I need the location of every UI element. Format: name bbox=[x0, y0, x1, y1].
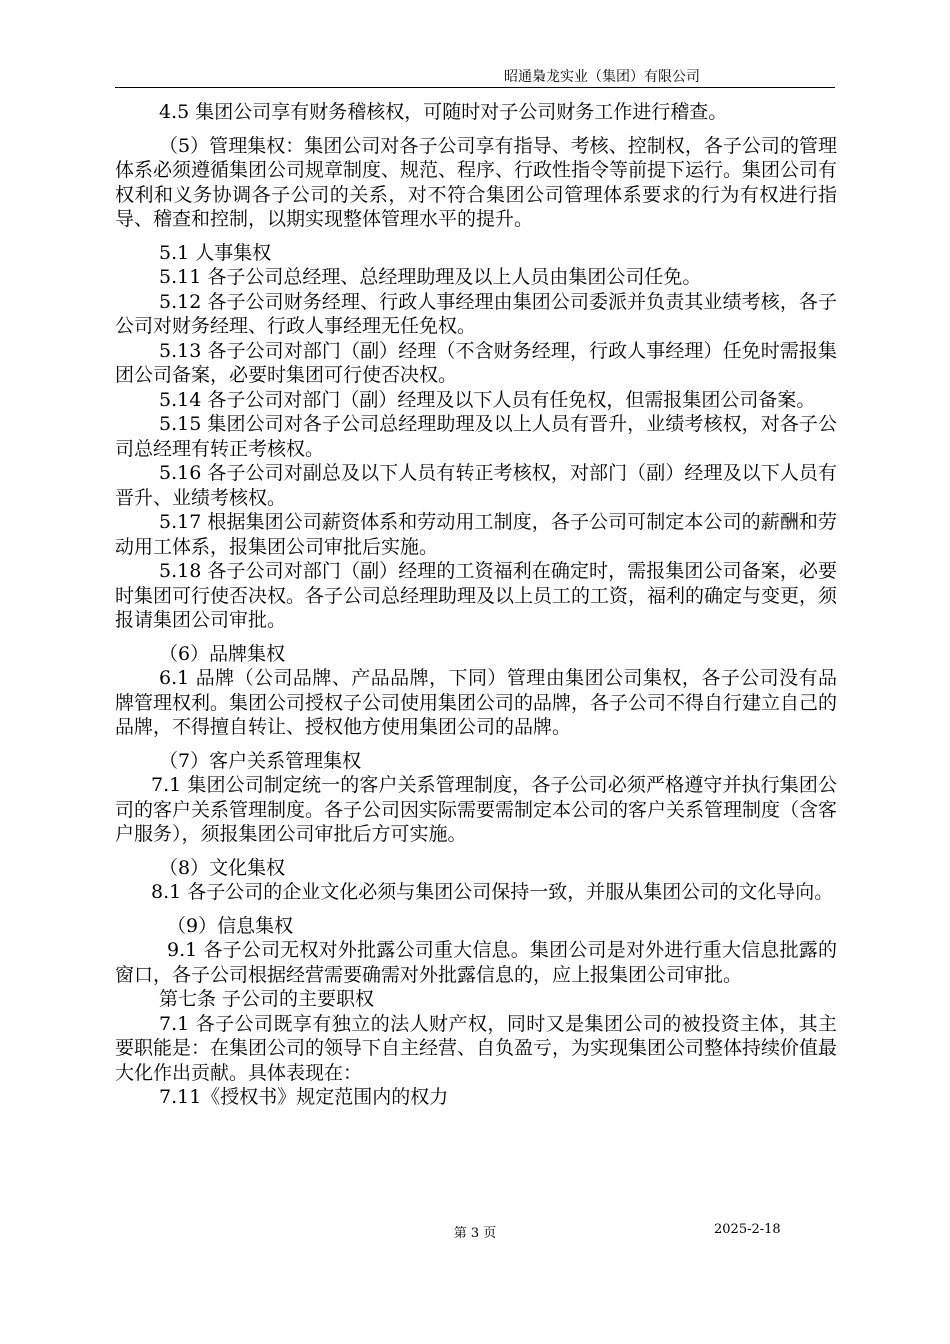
footer-page-number: 第 3 页 bbox=[453, 1226, 497, 1241]
section-5-management: （5）管理集权：集团公司对各子公司享有指导、考核、控制权，各子公司的管理体系必须遵循集团公司规章制度、规范、程序、行政性指令等前提下运行。集团公司有权利和义务协调各子公司的关系，对不符合集团公司管理体系要求的行为有权进行指导、稽查和控制，以期实现整体管理水平的提升。 bbox=[115, 134, 838, 230]
clause-4-5: 4.5 集团公司享有财务稽核权，可随时对子公司财务工作进行稽查。 bbox=[159, 101, 728, 123]
heading-5-1: 5.1 人事集权 bbox=[159, 241, 272, 264]
clause-5-12: 5.12 各子公司财务经理、行政人事经理由集团公司委派并负责其业绩考核，各子公司对财务经理、行政人事经理无任免权。 bbox=[115, 290, 837, 337]
heading-7-customer: （7）客户关系管理集权 bbox=[159, 749, 362, 772]
clause-6-1: 6.1 品牌（公司品牌、产品品牌，下同）管理由集团公司集权，各子公司没有品牌管理权利。集团公司授权子公司使用集团公司的品牌，各子公司不得自行建立自己的品牌，不得擅自转让、授权他方使用集团公司的品牌。 bbox=[115, 667, 838, 738]
footer-date: 2025-2-18 bbox=[714, 1222, 781, 1237]
article-7-heading: 第七条 子公司的主要职权 bbox=[159, 988, 375, 1010]
clause-5-14: 5.14 各子公司对部门（副）经理及以下人员有任免权，但需报集团公司备案。 bbox=[159, 388, 816, 411]
document-body bbox=[115, 100, 837, 1110]
heading-6-brand: （6）品牌集权 bbox=[159, 642, 286, 665]
header-company-name: 昭通梟龙实业（集团）有限公司 bbox=[504, 69, 700, 85]
clause-5-16: 5.16 各子公司对副总及以下人员有转正考核权，对部门（副）经理及以下人员有晋升、业绩考核权。 bbox=[115, 462, 837, 509]
header-divider bbox=[115, 87, 835, 88]
clause-9-1: 9.1 各子公司无权对外批露公司重大信息。集团公司是对外进行重大信息批露的窗口，各子公司根据经营需要确需对外批露信息的，应上报集团公司审批。 bbox=[115, 939, 837, 986]
clause-7-11: 7.11《授权书》规定范围内的权力 bbox=[159, 1086, 449, 1108]
clause-5-13: 5.13 各子公司对部门（副）经理（不含财务经理，行政人事经理）任免时需报集团公司备案，必要时集团可行使否决权。 bbox=[115, 339, 837, 386]
heading-8-culture: （8）文化集权 bbox=[159, 856, 286, 879]
clause-7-1-subsidiary: 7.1 各子公司既享有独立的法人财产权，同时又是集团公司的被投资主体，其主要职能是：在集团公司的领导下自主经营、自负盈亏，为实现集团公司整体持续价值最大化作出贡献。具体表现在： bbox=[115, 1012, 838, 1084]
clause-5-18: 5.18 各子公司对部门（副）经理的工资福利在确定时，需报集团公司备案，必要时集团可行使否决权。各子公司总经理助理及以上员工的工资，福利的确定与变更，须报请集团公司审批。 bbox=[115, 560, 838, 631]
clause-8-1: 8.1 各子公司的企业文化必须与集团公司保持一致，并服从集团公司的文化导向。 bbox=[151, 881, 834, 903]
clause-5-15: 5.15 集团公司对各子公司总经理助理及以上人员有晋升，业绩考核权，对各子公司总经理有转正考核权。 bbox=[115, 413, 837, 460]
clause-5-11: 5.11 各子公司总经理、总经理助理及以上人员由集团公司任免。 bbox=[159, 266, 702, 288]
clause-7-1-customer: 7.1 集团公司制定统一的客户关系管理制度，各子公司必须严格遵守并执行集团公司的客户关系管理制度。各子公司因实际需要需制定本公司的客户关系管理制度（含客户服务），须报集团公司审批后方可实施。 bbox=[115, 774, 838, 845]
heading-9-info: （9）信息集权 bbox=[167, 914, 294, 937]
clause-5-17: 5.17 根据集团公司薪资体系和劳动用工制度，各子公司可制定本公司的薪酬和劳动用工体系，报集团公司审批后实施。 bbox=[115, 511, 837, 558]
